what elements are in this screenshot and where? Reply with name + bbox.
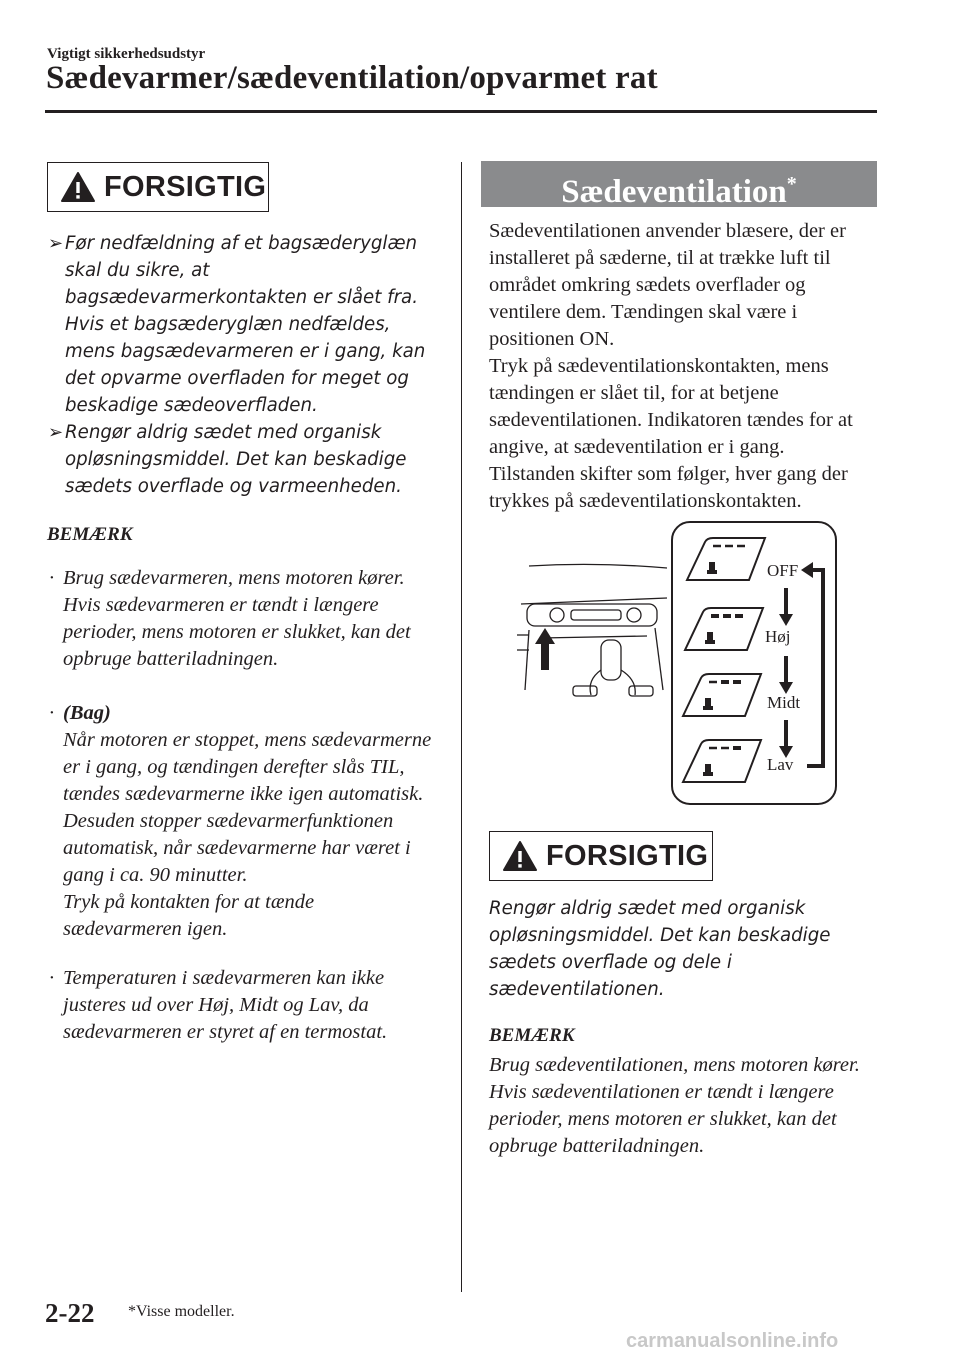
- footnote: *Visse modeller.: [128, 1303, 235, 1320]
- note-label: BEMÆRK: [47, 524, 133, 545]
- bullet-dot-icon: ·: [49, 567, 55, 589]
- note-item-heading: (Bag): [63, 702, 111, 724]
- section-heading-banner: [481, 161, 877, 210]
- header-rule: [45, 110, 877, 113]
- level-high: Høj: [765, 627, 791, 646]
- warning-triangle-icon: [502, 840, 538, 872]
- watermark: carmanualsonline.info: [626, 1330, 839, 1352]
- ventilation-switch-illustration: [517, 520, 839, 813]
- warning-triangle-icon: [60, 171, 96, 203]
- caution-item-text: Før nedfældning af et bagsæderyglæn skal du sikre, at bagsædevarmerkontakten er slået fra. Hvis et bagsæderyglæn nedfældes, mens bagsædevarmeren er i gang, kan det opvarme overfladen for meget og beskadige sædeoverfladen.: [65, 233, 426, 416]
- arrow-bullet-icon: ➢: [48, 422, 64, 443]
- arrow-bullet-icon: ➢: [48, 233, 64, 254]
- note-label: BEMÆRK: [489, 1025, 575, 1046]
- caution-box-left: [47, 162, 269, 212]
- page-number: 2-22: [45, 1298, 95, 1328]
- caution-box-right: [489, 831, 713, 881]
- section-heading: Sædeventilation: [561, 174, 787, 210]
- section-label: Vigtigt sikkerhedsudstyr: [47, 46, 206, 62]
- caution-label: FORSIGTIG: [104, 170, 267, 203]
- bullet-dot-icon: ·: [49, 702, 55, 724]
- note-item-text: Temperaturen i sædevarmeren kan ikke justeres ud over Høj, Midt og Lav, da sædevarmeren er styret af en termostat.: [63, 967, 388, 1043]
- paragraph: Tilstanden skifter som følger, hver gang der trykkes på sædeventilationskontakten.: [489, 463, 848, 512]
- paragraph: Sædeventilationen anvender blæsere, der er installeret på sæderne, til at trække luft til området omkring sædets overflader og ventilere dem. Tændingen skal være i positionen ON.: [489, 220, 846, 350]
- footnote-marker: *: [786, 173, 797, 195]
- switch-diagram: [517, 520, 839, 808]
- level-low: Lav: [767, 755, 794, 774]
- paragraph: Tryk på sædeventilationskontakten, mens tændingen er slået til, for at betjene sædeventilationen. Indikatoren tændes for at angive, at sædeventilation er i gang.: [489, 355, 853, 458]
- level-medium: Midt: [767, 693, 801, 712]
- note-item-paragraph: Tryk på kontakten for at tænde sædevarmeren igen.: [63, 891, 315, 940]
- body-text: [489, 218, 879, 515]
- caution-item-text: Rengør aldrig sædet med organisk opløsningsmiddel. Det kan beskadige sædets overflade og varmeenheden.: [65, 422, 407, 497]
- caution-label: FORSIGTIG: [546, 839, 709, 872]
- level-off: OFF: [767, 561, 799, 580]
- caution-text: Rengør aldrig sædet med organisk opløsningsmiddel. Det kan beskadige sædets overflade og dele i sædeventilationen.: [489, 898, 831, 1000]
- note-item-paragraph: Når motoren er stoppet, mens sædevarmerne er i gang, og tændingen derefter slås TIL, tændes sædevarmerne ikke igen automatisk. Desuden stopper sædevarmerfunktionen automatisk, når sædevarmerne har været i gang i ca. 90 minutter.: [63, 729, 432, 886]
- dashboard-sketch: [517, 564, 667, 696]
- column-divider: [461, 162, 462, 1292]
- note-item-text: Brug sædevarmeren, mens motoren kører. Hvis sædevarmeren er tændt i længere perioder, mens motoren er slukket, kan det opbruge batteriladningen.: [63, 567, 411, 670]
- page-title: Sædevarmer/sædeventilation/opvarmet rat: [46, 60, 658, 96]
- bullet-dot-icon: ·: [49, 967, 55, 989]
- note-item-text: [63, 700, 435, 943]
- pointer-arrow: [535, 628, 555, 670]
- note-text: Brug sædeventilationen, mens motoren kører. Hvis sædeventilationen er tændt i længere perioder, mens motoren er slukket, kan det opbruge batteriladningen.: [489, 1054, 860, 1157]
